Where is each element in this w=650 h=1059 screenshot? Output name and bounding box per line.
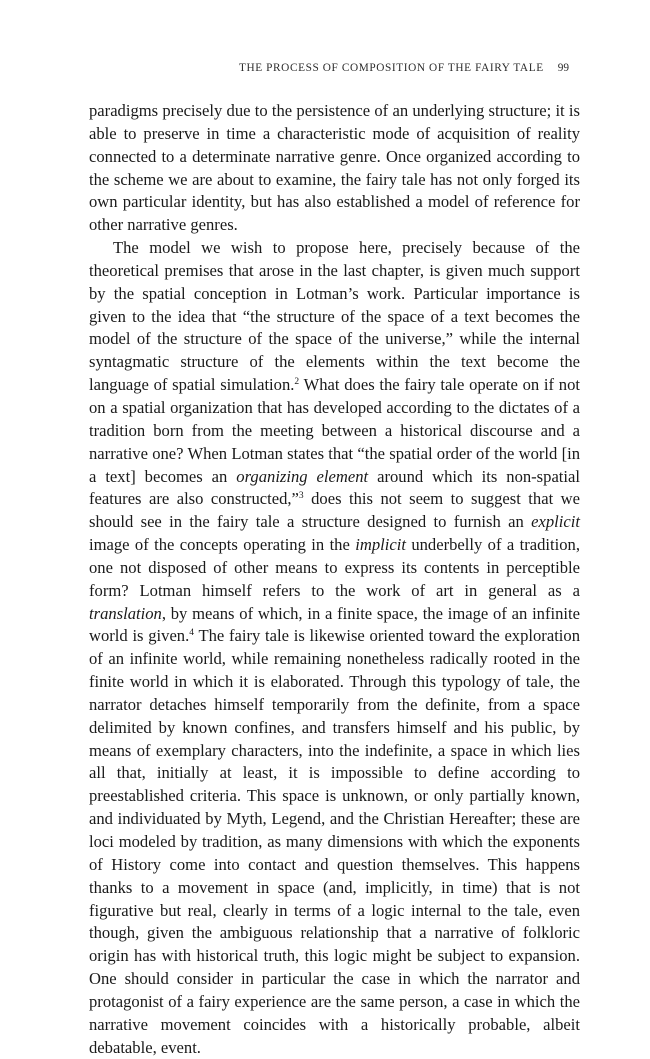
italic-text: implicit bbox=[355, 535, 406, 555]
text-segment: , by means of which, in a finite space, the image of an infinite world is given. bbox=[89, 603, 580, 646]
text-segment: What does the fairy tale operate on if not on a spatial organization that has developed according to the dictates of a tradition born from the meeting between a historical discourse and a narrative one? When Lotman states that “the spatial order of the world [in a text] becomes an bbox=[89, 375, 580, 486]
text-segment: does this not seem to suggest that we should see in the fairy tale a structure designed to furnish an bbox=[89, 489, 580, 532]
text-segment: The fairy tale is likewise oriented toward the exploration of an infinite world, while remaining nonetheless radically rooted in the finite world in which it is elaborated. Through this typology of tale, the narrator detaches himself temporarily from the definite, from a space delimited by known confines, and transfers himself and his public, by means of exemplary characters, into the indefinite, a space in which lies all that, initially at least, it is impossible to define according to preestablished criteria. This space is unknown, or only partially known, and individuated by Myth, Legend, and the Christian Hereafter; these are loci modeled by tradition, as many dimensions with which the exponents of History come into contact and question themselves. This happens thanks to a movement in space (and, implicitly, in time) that is not figurative but real, clearly in terms of a logic internal to the tale, even though, given the ambiguous relationship that a narrative of folkloric origin has with historical truth, this logic might be subject to expansion. One should consider in particular the case in which the narrator and protagonist of a fairy experience are the same person, a case in which the narrative movement coincides with a historically probable, albeit debatable, event. bbox=[89, 626, 581, 1057]
text-segment: The model we wish to propose here, precisely because of the theoretical premises that arose in the last chapter, is given much support by the spatial conception in Lotman’s work. Particular importance is given to the idea that “the structure of the space of a text becomes the model of the structure of the space of the universe,” while the internal syntagmatic structure of the elements within the text become the language of spatial simulation. bbox=[89, 238, 580, 395]
footnote-ref-3: 3 bbox=[298, 491, 304, 502]
running-head bbox=[116, 62, 569, 74]
italic-text: organizing element bbox=[236, 466, 369, 486]
footnote-ref-4: 4 bbox=[189, 628, 195, 639]
text-segment: paradigms precisely due to the persistence of an underlying structure; it is able to preserve in time a characteristic mode of acquisition of reality connected to a determinate narrative genre. Once organized according to the scheme we are about to examine, the fairy tale has not only forged its own particular identity, but has also established a model of reference for other narrative genres. bbox=[89, 101, 580, 235]
body-text bbox=[89, 100, 580, 1059]
text-segment: underbelly of a tradition, one not disposed of other means to express its contents in perceptible form? Lotman himself refers to the work of art in general as a bbox=[89, 535, 580, 600]
paragraph-2 bbox=[89, 237, 580, 1059]
paragraph-1 bbox=[89, 100, 580, 237]
italic-text: translation bbox=[89, 603, 162, 623]
text-segment: around which its non-spatial features are also constructed,” bbox=[89, 466, 580, 509]
running-title: THE PROCESS OF COMPOSITION OF THE FAIRY TALE bbox=[238, 62, 544, 74]
text-segment: image of the concepts operating in the bbox=[89, 535, 356, 555]
footnote-ref-2: 2 bbox=[294, 377, 300, 388]
page-number: 99 bbox=[557, 62, 569, 74]
italic-text: explicit bbox=[531, 512, 580, 532]
